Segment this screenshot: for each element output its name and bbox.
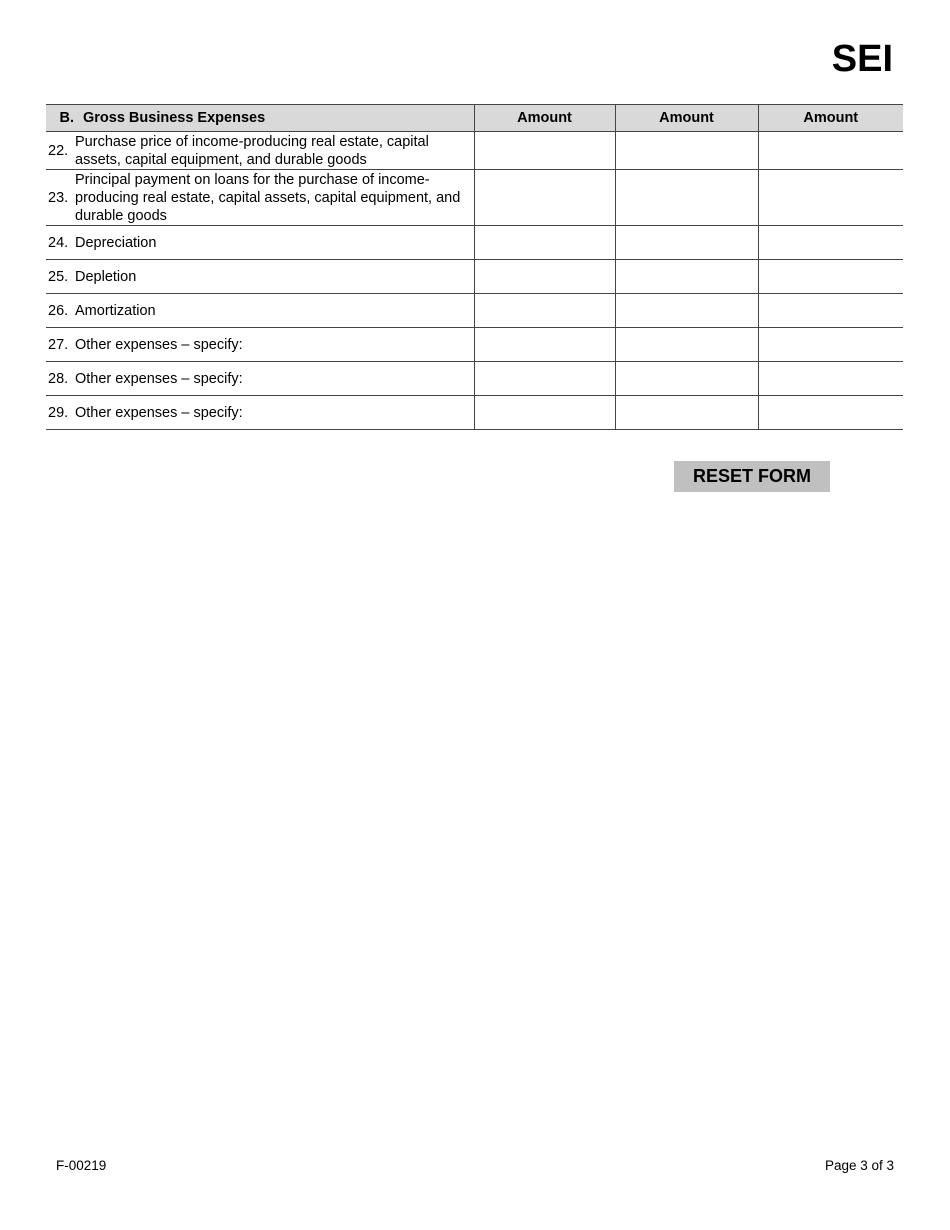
amount-field-3[interactable] (758, 260, 903, 294)
row-description: Depletion (75, 260, 474, 294)
amount-field-2[interactable] (615, 362, 758, 396)
form-code-title: SEI (831, 38, 893, 80)
row-description: Other expenses – specify: (75, 396, 474, 430)
amount-field-2[interactable] (615, 260, 758, 294)
amount-field-1[interactable] (474, 132, 615, 170)
row-description: Amortization (75, 294, 474, 328)
row-description: Other expenses – specify: (75, 362, 474, 396)
amount-field-1[interactable] (474, 396, 615, 430)
table-row (46, 226, 903, 260)
form-number: F-00219 (56, 1158, 107, 1173)
amount-field-3[interactable] (758, 396, 903, 430)
row-number: 27. (46, 328, 75, 362)
amount-header-2: Amount (615, 105, 758, 132)
reset-form-button[interactable]: RESET FORM (674, 461, 830, 492)
row-number: 26. (46, 294, 75, 328)
row-number: 24. (46, 226, 75, 260)
amount-field-2[interactable] (615, 328, 758, 362)
amount-field-1[interactable] (474, 362, 615, 396)
amount-field-3[interactable] (758, 132, 903, 170)
amount-field-1[interactable] (474, 226, 615, 260)
amount-header-3: Amount (758, 105, 903, 132)
table-row (46, 170, 903, 226)
amount-field-3[interactable] (758, 294, 903, 328)
gross-business-expenses-table (46, 104, 903, 430)
row-number: 29. (46, 396, 75, 430)
amount-field-2[interactable] (615, 170, 758, 226)
amount-field-3[interactable] (758, 362, 903, 396)
row-description: Purchase price of income-producing real estate, capital assets, capital equipment, and durable goods (75, 132, 474, 170)
table-row (46, 362, 903, 396)
amount-field-3[interactable] (758, 170, 903, 226)
table-header-row (46, 105, 903, 132)
row-description: Principal payment on loans for the purchase of income-producing real estate, capital assets, capital equipment, and durable goods (75, 170, 474, 226)
amount-field-1[interactable] (474, 294, 615, 328)
row-number: 23. (46, 170, 75, 226)
row-number: 22. (46, 132, 75, 170)
amount-field-1[interactable] (474, 260, 615, 294)
amount-field-2[interactable] (615, 294, 758, 328)
row-description: Depreciation (75, 226, 474, 260)
amount-field-2[interactable] (615, 132, 758, 170)
table-row (46, 260, 903, 294)
amount-field-3[interactable] (758, 328, 903, 362)
amount-field-1[interactable] (474, 170, 615, 226)
amount-field-2[interactable] (615, 396, 758, 430)
row-number: 28. (46, 362, 75, 396)
section-label: B. (46, 105, 75, 132)
amount-field-3[interactable] (758, 226, 903, 260)
table-row (46, 132, 903, 170)
amount-header-1: Amount (474, 105, 615, 132)
section-title: Gross Business Expenses (75, 105, 474, 132)
row-description: Other expenses – specify: (75, 328, 474, 362)
page-number: Page 3 of 3 (824, 1158, 894, 1173)
row-number: 25. (46, 260, 75, 294)
amount-field-1[interactable] (474, 328, 615, 362)
table-row (46, 328, 903, 362)
table-row (46, 396, 903, 430)
amount-field-2[interactable] (615, 226, 758, 260)
table-row (46, 294, 903, 328)
